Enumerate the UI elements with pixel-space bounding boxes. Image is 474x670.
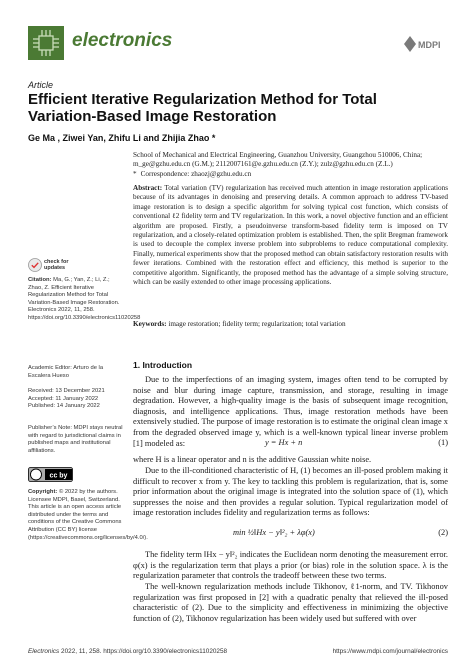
keywords-text: image restoration; fidelity term; regularization; total variation — [168, 320, 346, 328]
equation-1-expression: y = Hx + n — [265, 438, 303, 447]
section-heading-introduction: 1. Introduction — [133, 360, 193, 370]
keywords-label: Keywords: — [133, 320, 167, 328]
equation-1-number: (1) — [438, 438, 448, 447]
check-for-updates-label[interactable]: check for updates — [44, 259, 69, 271]
check-for-updates-icon[interactable] — [28, 258, 42, 272]
article-title: Efficient Iterative Regularization Method for Total Variation-Based Image Restoration — [28, 91, 377, 125]
abstract-label: Abstract: — [133, 184, 163, 192]
abstract — [133, 184, 448, 287]
correspondence-text: Correspondence: zhaozj@gzhu.edu.cn — [140, 170, 252, 178]
paragraph-1: Due to the imperfections of an imaging system, images often tend to be corrupted by noise and blur during image capture, transmission, and storage, resulting in image degradation. However, a high-quality image is the basis of subsequent image recognition, diagnosis, and intelligence applications. Thus, image restoration methods have been extensively studied. The purpose of image restoration is to estimate the original clean image x from the degraded observed image y, which is a well-known typical linear inverse problem [1] modeled as: — [133, 375, 448, 448]
journal-name: electronics — [72, 30, 173, 51]
footer-ref[interactable]: 2022, 11, 258. https://doi.org/10.3390/electronics11020258 — [61, 648, 228, 655]
equation-2 — [133, 524, 448, 544]
keywords — [133, 320, 448, 329]
paragraph-5: The well-known regularization methods include Tikhonov, ℓ1-norm, and TV. Tikhonov regularization was first proposed in [2] with a quadratic penalty that relieved the ill-posed characteristic of (2). Due to the simplicity and effectiveness in minimizing the objective function of (2), Tikhonov regularization has been widely used but suffered with over — [133, 582, 448, 623]
equation-1 — [133, 438, 448, 450]
publication-dates — [28, 388, 125, 411]
copyright-text: © 2022 by the authors. Licensee MDPI, Basel, Switzerland. This article is an open access article distributed under the terms and conditions of the Creative Commons Attribution (CC BY) license (https://creativecommons.org/licenses/by/4.0/). — [28, 489, 148, 541]
citation-block — [28, 277, 141, 323]
svg-text:cc by: cc by — [49, 472, 68, 480]
journal-header — [28, 26, 448, 66]
svg-text:MDPI: MDPI — [418, 40, 441, 50]
equation-2-number: (2) — [438, 528, 448, 537]
affiliation: School of Mechanical and Electrical Engineering, Guanzhou University, Guangzhou 510006, China; m_ge@gzhu.edu.cn (G.M.); 2112007161@e.gzhu.edu.cn (Z.Y.); zulz@gzhu.edu.cn (Z.L.) — [133, 151, 423, 169]
mdpi-logo[interactable] — [402, 34, 448, 54]
author-list: Ge Ma , Ziwei Yan, Zhifu Li and Zhijia Zhao * — [28, 133, 216, 143]
abstract-text: Total variation (TV) regularization has received much attention in image restoration applications because of its advantages in denoising and preserving details. A common approach to address TV-based image restoration is to design a specific algorithm for solving typical cost function, which consists of conventional ℓ2 fidelity term and TV regularization. In this work, a novel objective function and an efficient algorithm are proposed. Firstly, a pseudoinverse transform-based fidelity term is imposed on TV regularization, and a closely-related optimization problem is established. Then, the split Bregman framework is used to decouple the complex inverse problem into subproblems to reduce computational complexity. Finally, numerical experiments show that the proposed method can obtain satisfactory restoration results with fewer iterations. Combined with the restoration effect and efficiency, this method is superior to the competitive algorithm. Significantly, the proposed method has the advantage of a simple solving structure, which can be easily extended to other image processing applications. — [133, 184, 448, 287]
paragraph-2: where H is a linear operator and n is the additive Gaussian white noise. — [133, 455, 372, 464]
paragraph-3: Due to the ill-conditioned characteristic of H, (1) becomes an ill-posed problem making it difficult to recover x from y. The key to tackling this problem is regularization, that is, some prior information about the original image is integrated into the solution space of (1), which suppresses the noise and then provides a regular solution. Typical regularization model of image restoration includes fidelity and regularization terms as follows: — [133, 466, 448, 518]
cc-by-license-badge[interactable] — [28, 467, 73, 482]
publisher-note: Publisher’s Note: MDPI stays neutral with regard to jurisdictional claims in published maps and institutional affiliations. — [28, 425, 123, 454]
received-date: Received: 13 December 2021 — [28, 388, 105, 394]
electronics-journal-logo — [28, 26, 64, 60]
citation-text: Ma, G.; Yan, Z.; Li, Z.; Zhao, Z. Efficient Iterative Regularization Method for Total Variation-Based Image Restoration. Electronics 2022, 11, 258. https://doi.org/10.3390/electronics11020258 — [28, 277, 141, 321]
accepted-date: Accepted: 11 January 2022 — [28, 395, 99, 402]
citation-label: Citation: — [28, 277, 52, 283]
paragraph-4: The fidelity term ‖Hx − y‖²₂ indicates the Euclidean norm denoting the measurement error. φ(x) is the regularization term that plays a prior (or bias) role in the solution space. λ is the regularization parameter that controls the tradeoff between these two terms. — [133, 550, 448, 581]
article-type: Article — [28, 80, 54, 90]
copyright-block — [28, 489, 148, 542]
academic-editor: Academic Editor: Arturo de la Escalera Hueso — [28, 365, 104, 379]
equation-2-expression: min ½‖Hx − y‖²₂ + λφ(x) — [233, 528, 315, 537]
footer-journal: Electronics — [28, 648, 60, 655]
published-date: Published: 14 January 2022 — [28, 403, 100, 410]
correspondence — [133, 170, 448, 179]
footer-journal-url[interactable]: https://www.mdpi.com/journal/electronics — [332, 648, 448, 655]
footer-citation — [28, 648, 227, 655]
correspondence-star: * — [133, 170, 137, 178]
copyright-label: Copyright: — [28, 489, 58, 495]
